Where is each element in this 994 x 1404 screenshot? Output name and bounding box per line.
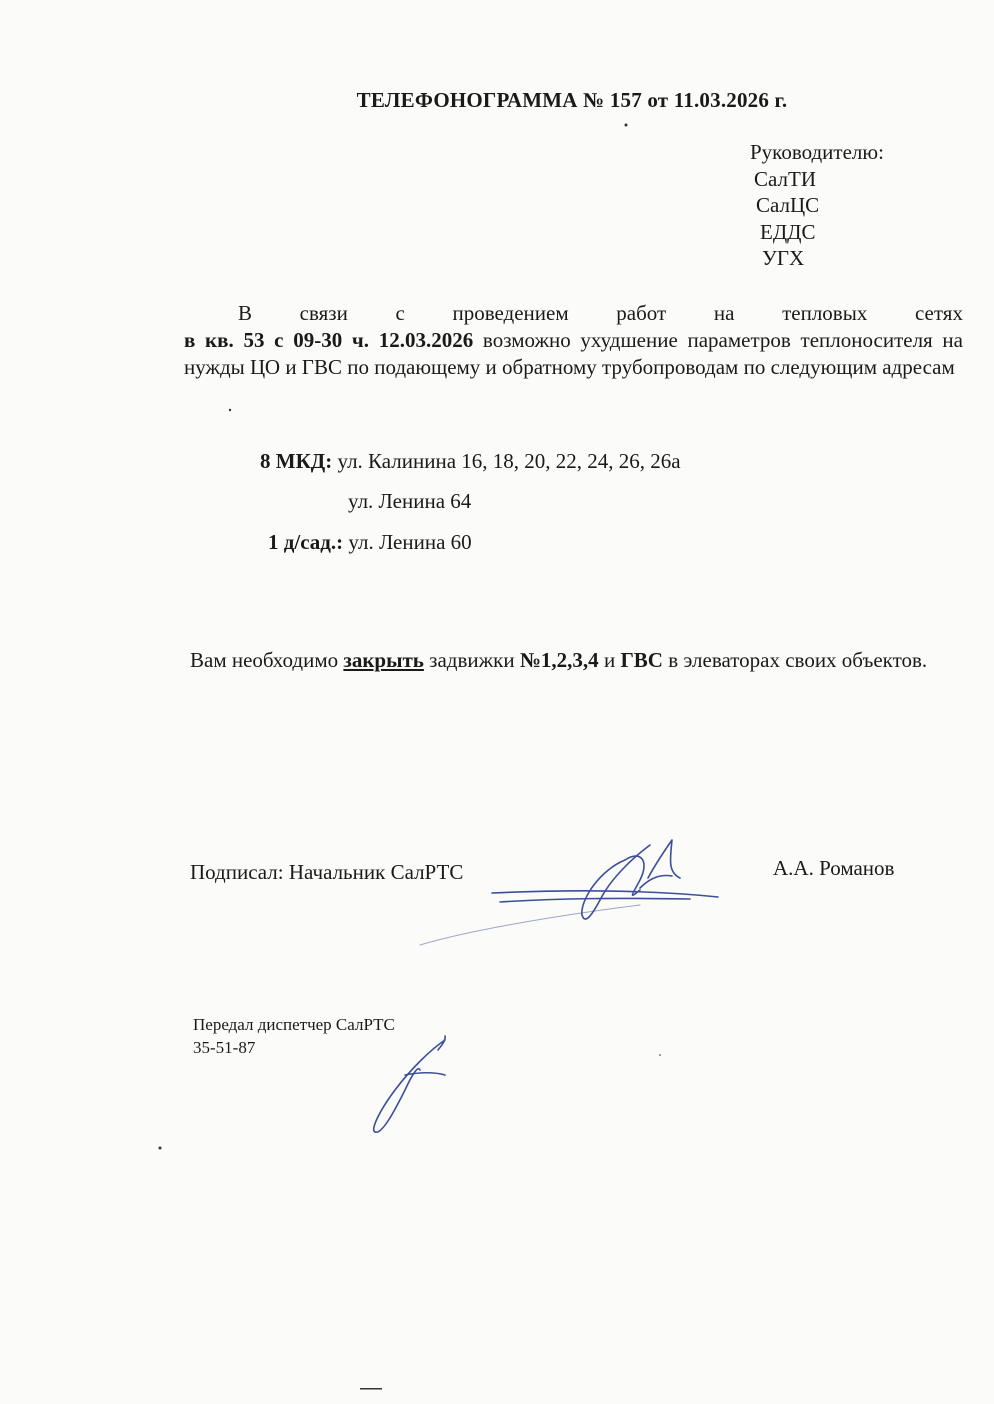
- instruction-text: и: [598, 648, 621, 672]
- dispatcher-phone: 35-51-87: [193, 1038, 256, 1057]
- recipients-block: [750, 139, 884, 272]
- signer-name: А.А. Романов: [773, 856, 895, 880]
- kindergarten-label: 1 д/сад.:: [268, 530, 344, 554]
- document-title: ТЕЛЕФОНОГРАММА № 157 от 11.03.2026 г.: [356, 88, 788, 112]
- word: с: [395, 301, 405, 325]
- instruction-text: задвижки: [423, 648, 520, 672]
- word: В: [238, 301, 253, 325]
- word: связи: [299, 301, 348, 325]
- notice-text: возможно ухудшение параметров теплоносителя на нужды ЦО и ГВС по подающему и обратному трубопроводам по следующим адресам: [184, 328, 963, 379]
- notice-rest: [184, 327, 963, 381]
- recipient-item: ЕДДС: [760, 219, 816, 244]
- kindergarten-address: ул. Ленина 60: [343, 530, 472, 554]
- notice-period: в кв. 53 с 09-30 ч. 12.03.2026: [184, 328, 474, 352]
- word: проведением: [452, 301, 569, 325]
- word: сетях: [914, 301, 963, 325]
- recipient-item: СалТИ: [754, 166, 816, 191]
- instruction-text: в элеваторах своих объектов.: [662, 648, 928, 672]
- instruction-text: Вам необходимо: [190, 648, 344, 672]
- mkd-addresses: ул. Калинина 16, 18, 20, 22, 24, 26, 26а: [332, 449, 681, 473]
- signed-by-label: Подписал: Начальник СалРТС: [190, 860, 464, 884]
- instruction-paragraph: [190, 647, 930, 674]
- word: на: [713, 301, 735, 325]
- address-mkd-line-2: ул. Ленина 64: [348, 489, 472, 513]
- notice-paragraph: [184, 300, 963, 381]
- word: работ: [616, 301, 667, 325]
- head-signature: [420, 840, 718, 945]
- notice-first-line: [184, 300, 963, 327]
- dispatcher-label: Передал диспетчер СалРТС: [193, 1015, 395, 1034]
- recipients-label: Руководителю:: [750, 140, 884, 164]
- mkd-label: 8 МКД:: [260, 449, 333, 473]
- recipient-item: УГХ: [762, 246, 805, 270]
- instruction-action: закрыть: [343, 648, 424, 672]
- instruction-gvs: ГВС: [620, 648, 663, 672]
- dispatcher-signature: [374, 1036, 445, 1132]
- address-kindergarten-line: [268, 530, 472, 555]
- address-mkd-line: [260, 449, 681, 474]
- word: тепловых: [782, 301, 868, 325]
- instruction-valves: №1,2,3,4: [519, 648, 599, 672]
- recipient-item: СалЦС: [756, 193, 820, 217]
